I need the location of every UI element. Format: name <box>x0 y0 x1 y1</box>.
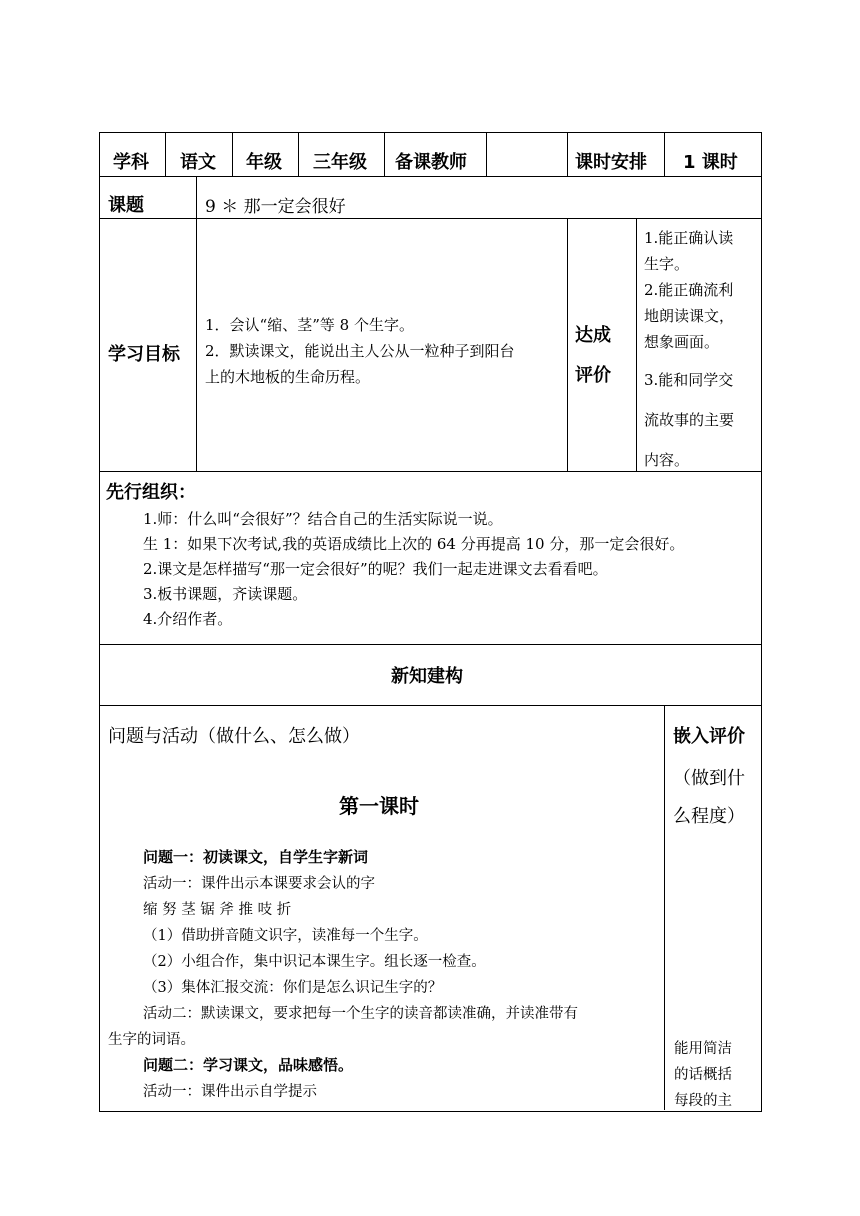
row-divider-header <box>99 176 762 177</box>
row-divider-section <box>99 705 762 706</box>
activity-line: 活动一：课件出示本课要求会认的字 <box>143 876 375 892</box>
grade-label: 年级 <box>246 152 282 173</box>
preface-line: 1.师：什么叫“会很好”？结合自己的生活实际说一说。 <box>143 510 503 528</box>
row-divider-topic <box>99 218 762 219</box>
eval-item: 流故事的主要 <box>644 411 735 429</box>
schedule-label: 课时安排 <box>575 152 647 173</box>
eval-item: 1.能正确认读 <box>644 229 734 247</box>
activities-header: 问题与活动（做什么、怎么做） <box>108 726 360 747</box>
embed-eval-note: 能用简洁 <box>674 1041 732 1057</box>
eval-item: 生字。 <box>644 255 690 273</box>
preface-line: 3.板书课题，齐读课题。 <box>143 585 308 603</box>
eval-item: 地朗读课文， <box>644 307 735 325</box>
embed-eval-sub: （做到什 <box>673 768 745 789</box>
eval-label-2: 评价 <box>575 365 611 386</box>
row-divider-preface <box>99 644 762 645</box>
activity-line: 活动一：课件出示自学提示 <box>143 1084 317 1100</box>
subject-label: 学科 <box>113 152 149 173</box>
col-divider <box>636 218 637 471</box>
preface-line: 2.课文是怎样描写“那一定会很好”的呢？我们一起走进课文去看看吧。 <box>143 560 608 578</box>
objective-item: 2．默读课文，能说出主人公从一粒种子到阳台 <box>205 342 515 360</box>
embed-eval-title: 嵌入评价 <box>673 726 745 747</box>
objectives-label: 学习目标 <box>108 344 180 365</box>
lesson-title: 第一课时 <box>339 794 419 818</box>
grade-value: 三年级 <box>313 152 367 173</box>
activity-line: 活动二：默读课文，要求把每一个生字的读音都读准确，并读准带有 <box>143 1006 578 1022</box>
embed-eval-note: 每段的主 <box>674 1093 732 1109</box>
row-divider-objectives <box>99 471 762 472</box>
activity-step: （2）小组合作，集中识记本课生字。组长逐一检查。 <box>143 954 486 970</box>
eval-item: 想象画面。 <box>644 333 720 351</box>
activity-line: 生字的词语。 <box>108 1032 195 1048</box>
col-divider <box>165 132 166 176</box>
teacher-label: 备课教师 <box>395 152 467 173</box>
objective-item: 上的木地板的生命历程。 <box>205 368 371 386</box>
topic-label: 课题 <box>108 195 144 216</box>
eval-item: 3.能和同学交 <box>644 371 734 389</box>
col-divider <box>567 218 568 471</box>
eval-item: 内容。 <box>644 451 690 469</box>
characters-list: 缩 努 茎 锯 斧 推 吱 折 <box>143 902 292 918</box>
eval-item: 2.能正确流利 <box>644 281 734 299</box>
col-divider <box>567 132 568 176</box>
col-divider <box>298 132 299 176</box>
topic-value: 9 ＊ 那一定会很好 <box>205 197 346 217</box>
embed-eval-sub: 么程度） <box>673 806 745 827</box>
activity-step: （3）集体汇报交流：你们是怎么识记生字的？ <box>143 980 443 996</box>
objective-item: 1．会认“缩、茎”等 8 个生字。 <box>205 316 414 334</box>
col-divider <box>232 132 233 176</box>
col-divider <box>664 705 665 1110</box>
subject-value: 语文 <box>180 152 216 173</box>
preface-line: 生 1：如果下次考试,我的英语成绩比上次的 64 分再提高 10 分，那一定会很好。 <box>143 535 685 553</box>
preface-line: 4.介绍作者。 <box>143 610 233 628</box>
section-title: 新知建构 <box>391 666 463 687</box>
col-divider <box>664 132 665 176</box>
col-divider <box>196 176 197 471</box>
embed-eval-note: 的话概括 <box>674 1067 732 1083</box>
preface-title: 先行组织： <box>106 482 196 503</box>
question-one-title: 问题一：初读课文，自学生字新词 <box>143 848 369 866</box>
activity-step: （1）借助拼音随文识字，读准每一个生字。 <box>143 928 428 944</box>
col-divider <box>486 132 487 176</box>
question-two-title: 问题二：学习课文，品味感悟。 <box>143 1056 354 1074</box>
schedule-value: 1 课时 <box>683 152 738 173</box>
eval-label-1: 达成 <box>575 325 611 346</box>
col-divider <box>384 132 385 176</box>
